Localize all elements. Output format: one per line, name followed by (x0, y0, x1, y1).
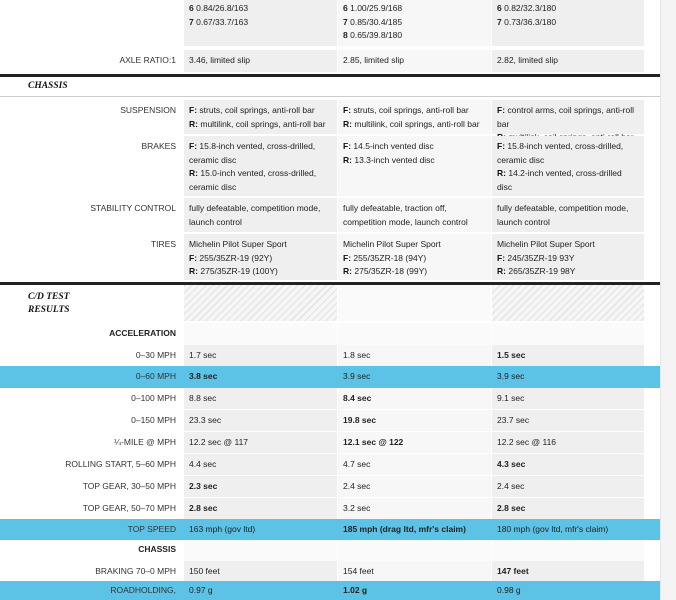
cell-value: 1.5 sec (497, 350, 526, 360)
cell-value: 255/35ZR-18 (94Y) (353, 252, 427, 263)
cell-value: 154 feet (343, 566, 374, 576)
cell-value: 14.5-inch vented disc (353, 141, 434, 151)
accel-0-150-row (0, 410, 660, 431)
rear-prefix: R: (189, 266, 198, 276)
cell-value: 1.8 sec (343, 350, 371, 360)
cell-value: 2.85, limited slip (343, 55, 404, 65)
cell-value: fully defeatable, traction off, competition mode, launch control (343, 203, 468, 227)
cell-value: 185 mph (drag ltd, mfr's claim) (343, 524, 466, 534)
gear-value: 1.00/25.9/168 (350, 3, 403, 13)
row-label: 0–60 MPH (135, 371, 176, 381)
top-gear-50-70-row (0, 498, 660, 519)
cell-value: 19.8 sec (343, 415, 377, 425)
cell-value: 4.7 sec (343, 459, 371, 469)
cell-value: control arms, coil springs, anti-roll bar (497, 105, 635, 129)
section-divider (0, 74, 660, 77)
cell-value: 1.02 g (343, 585, 368, 595)
acceleration-subhead-row (0, 323, 660, 345)
cell-value: 23.3 sec (189, 415, 222, 425)
cell-value: 3.2 sec (343, 503, 371, 513)
gear-value: 0.82/32.3/180 (504, 3, 557, 13)
top-speed-row (0, 519, 660, 540)
row-label: TOP GEAR, 50–70 MPH (82, 503, 176, 513)
cell-value: 275/35ZR-19 (100Y) (200, 266, 278, 276)
cell-value: 12.2 sec @ 116 (497, 437, 557, 447)
cell-value: 265/35ZR-19 98Y (508, 266, 576, 276)
cell-value: 12.1 sec @ 122 (343, 437, 404, 447)
row-label: ROLLING START, 5–60 MPH (65, 459, 176, 469)
rear-prefix: R: (343, 266, 352, 276)
suspension-row (0, 100, 660, 134)
front-prefix: F: (343, 141, 352, 151)
accel-0-100-row (0, 388, 660, 409)
section-title-chassis: CHASSIS (28, 81, 68, 91)
row-label: SUSPENSION (120, 105, 176, 115)
cell-value: 150 feet (189, 566, 220, 576)
cell-value: 2.8 sec (189, 503, 218, 513)
cell-value: 255/35ZR-19 (92Y) (199, 252, 273, 263)
rear-prefix: R: (497, 266, 506, 276)
gear-number: 6 (343, 3, 348, 13)
tire-name: Michelin Pilot Super Sport (189, 239, 287, 249)
subhead-acceleration: ACCELERATION (109, 328, 176, 338)
gearing-col1 (184, 0, 337, 46)
section-title-test (28, 291, 70, 317)
accel-0-60-row (0, 366, 660, 388)
cell-value: 0.98 g (497, 585, 521, 595)
cell-value: 8.8 sec (189, 393, 217, 403)
gear-number: 8 (343, 30, 348, 40)
tire-name: Michelin Pilot Super Sport (343, 239, 441, 249)
cell-value: 2.8 sec (497, 503, 526, 513)
cell-value: 13.3-inch vented disc (354, 154, 435, 165)
front-prefix: F: (497, 252, 506, 263)
cell-value: 15.8-inch vented, cross-drilled, ceramic disc (497, 141, 624, 165)
cell-value: 3.8 sec (189, 371, 218, 381)
row-label: 0–30 MPH (135, 350, 176, 360)
vertical-scrollbar[interactable] (660, 0, 676, 600)
front-prefix: F: (497, 141, 506, 151)
axle-ratio-row (0, 50, 660, 72)
cell-value: 147 feet (497, 566, 529, 576)
gear-value: 0.67/33.7/163 (196, 16, 249, 27)
section-title-line: C/D TEST (28, 292, 70, 302)
cell-value: 4.3 sec (497, 459, 526, 469)
rear-prefix: R: (343, 118, 352, 129)
row-label: ¼-MILE @ MPH (114, 437, 176, 447)
brakes-row (0, 136, 660, 196)
rear-prefix: R: (343, 154, 352, 165)
row-label: TOP SPEED (127, 524, 176, 534)
roadholding-row (0, 581, 660, 600)
gearing-col3 (492, 0, 644, 46)
front-prefix: F: (343, 105, 352, 115)
cell-value: 8.4 sec (343, 393, 372, 403)
tire-name: Michelin Pilot Super Sport (497, 239, 595, 249)
cell-value: 275/35ZR-18 (99Y) (354, 266, 428, 276)
cell-value: 3.9 sec (343, 371, 371, 381)
row-label: STABILITY CONTROL (90, 203, 176, 213)
gearing-row (0, 0, 660, 46)
front-prefix: F: (497, 105, 506, 115)
row-label: BRAKING 70–0 MPH (95, 566, 176, 576)
front-prefix: F: (189, 252, 198, 263)
row-label: ROADHOLDING, (110, 585, 176, 595)
gearing-col2 (338, 0, 491, 46)
blank-cell (338, 285, 491, 321)
rear-prefix: R: (189, 118, 198, 129)
quarter-mile-row (0, 432, 660, 453)
cell-value: 9.1 sec (497, 393, 525, 403)
rolling-start-row (0, 454, 660, 475)
gear-number: 7 (189, 16, 194, 27)
cell-value: 245/35ZR-19 93Y (507, 252, 575, 263)
gear-number: 7 (343, 16, 348, 27)
cell-value: 23.7 sec (497, 415, 530, 425)
gear-number: 7 (497, 16, 502, 27)
gear-value: 0.84/26.8/163 (196, 3, 249, 13)
cell-value: 2.82, limited slip (497, 55, 558, 65)
gear-number: 6 (189, 3, 194, 13)
front-prefix: F: (343, 252, 352, 263)
hatch-cell (492, 285, 644, 321)
gear-value: 0.85/30.4/185 (350, 16, 403, 27)
gear-number: 6 (497, 3, 502, 13)
row-label: TOP GEAR, 30–50 MPH (82, 481, 176, 491)
divider (0, 96, 660, 97)
cell-value: 2.4 sec (497, 481, 525, 491)
front-prefix: F: (189, 105, 198, 115)
cell-value: 3.46, limited slip (189, 55, 250, 65)
tires-row (0, 234, 660, 280)
chassis-subhead-row (0, 540, 660, 561)
cell-value: fully defeatable, competition mode, launch control (189, 203, 321, 227)
section-title-line: RESULTS (28, 305, 70, 315)
cell-value: 0.97 g (189, 585, 213, 595)
cell-value: 15.0-inch vented, cross-drilled, ceramic disc (189, 168, 317, 192)
rear-prefix: R: (497, 168, 506, 178)
gear-value: 0.65/39.8/180 (350, 30, 403, 40)
rear-prefix: R: (189, 168, 198, 178)
row-label: BRAKES (141, 141, 176, 151)
row-label: 0–100 MPH (131, 393, 176, 403)
cell-value: 2.3 sec (189, 481, 218, 491)
cell-value: 2.4 sec (343, 481, 371, 491)
cell-value: struts, coil springs, anti-roll bar (353, 105, 469, 115)
cell-value: multilink, coil springs, anti-roll bar (354, 118, 480, 129)
row-label: 0–150 MPH (131, 415, 176, 425)
test-results-header (0, 285, 660, 321)
cell-value: 180 mph (gov ltd, mfr's claim) (497, 524, 609, 534)
cell-value: 163 mph (gov ltd) (189, 524, 256, 534)
subhead-chassis: CHASSIS (138, 544, 176, 554)
cell-value: multilink, coil springs, anti-roll bar (200, 118, 326, 129)
front-prefix: F: (189, 141, 198, 151)
cell-value: 1.7 sec (189, 350, 217, 360)
cell-value: 14.2-inch vented, cross-drilled disc (497, 168, 622, 192)
accel-0-30-row (0, 345, 660, 366)
cell-value: 4.4 sec (189, 459, 217, 469)
cell-value: 12.2 sec @ 117 (189, 437, 249, 447)
top-gear-30-50-row (0, 476, 660, 497)
braking-row (0, 561, 660, 581)
hatch-cell (184, 285, 337, 321)
cell-value: 3.9 sec (497, 371, 525, 381)
row-label: AXLE RATIO:1 (119, 55, 176, 65)
stability-control-row (0, 198, 660, 232)
row-label: TIRES (150, 239, 176, 249)
cell-value: struts, coil springs, anti-roll bar (199, 105, 315, 115)
gear-value: 0.73/36.3/180 (504, 16, 557, 27)
cell-value: fully defeatable, competition mode, launch control (497, 203, 629, 227)
cell-value: 15.8-inch vented, cross-drilled, ceramic disc (189, 141, 316, 165)
